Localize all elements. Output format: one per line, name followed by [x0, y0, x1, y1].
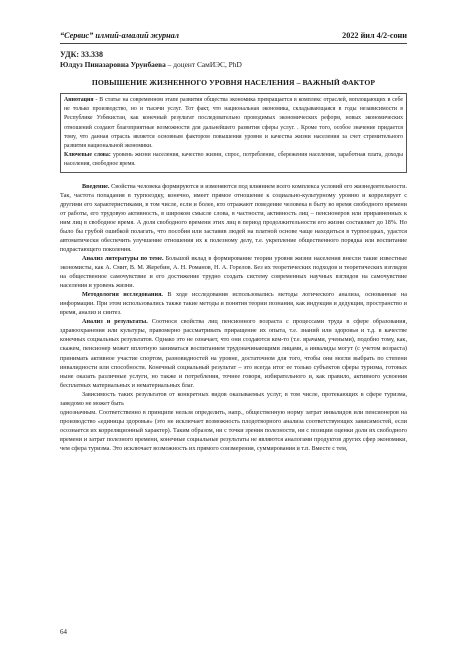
paragraph-text: Соотнося свойства лиц пенсионного возраста с процессами труда в сфере образования, здравоохранения или культуры, правомерно рассматривать приращение их опыта, т.е. знаний или здоровья и т.д. в качестве конечных социальных результатов. Однако это не означает, что они создаются кем-то (т.е. врачами, учеными), подобно тому, как, скажем, пенсионер может вплотную заниматься воспитанием трудоначинающими лицами, а инвалиды могут (с учетом возраста) принимать активное участие спортом, разновидностей на уровне, достаточном для того, чтобы они могли выбрать по степени инвалидности или способности. Конечный социальный результат – это всегда итог ее только субъектов сферы туризма, готовых ныне оказать различные услуги, но также и потребления, точнее говоря, избирательного и, как правило, активного усвоения бесплатных материальных и нематериальных благ. — [60, 318, 407, 389]
article-body — [60, 182, 407, 453]
keywords-text: уровень жизни населения, качество жизни, спрос, потребление, сбережения населения, заработная плата, доходы населения, свободное время. — [64, 152, 403, 168]
paragraph-text: Свойства человека формируются и изменяются под влиянием всего комплекса условий его жизнедеятельности. Так, частота попадания в турпоездку, конечно, имеет прямое отношение к социально-культурному уровню и коррелирует с другими его характеристиками, в том числе, если и более, кто отражают поведение человека в быту во время свободного времени от работы, его трудовую активность, в широком смысле слова, в частности, активность лиц – пенсионеров или приравненных к ним лиц в свободное время. А доля свободного времени этих лиц в период продолжительности его жизни составляет до 18%. Но было бы грубой ошибкой полагать, что пособия или заставив людей на платной основе чаще находиться в турпоездках, удастся автоматически обеспечить улучшение отношения их к полезному делу, т.е. укрепление общественного порядка или воспитание подрастающего поколения. — [60, 182, 407, 253]
paragraph-results — [60, 317, 407, 389]
paragraph-text: В ходе исследования использовались методы логического анализа, основанные на информации. При этом использовались также такие методы и понятия теории познания, как индукция и дедукция, пространство и время, анализ и синтез. — [60, 291, 408, 317]
paragraph-continuation: однозначным. Соответственно в принципе нельзя определить, напр., общественную норму затрат инвалидов или пенсионеров на производство «единицы здоровья» (это не исключает возможность плодотворного анализа соответствующих зависимостей, если осознается их корреляционный характер). Таким образом, ни с точки зрения полезности, ни с позиции оценки доли их свободного времени и затрат полезного времени, конечные социальные результаты не являются аналогами продуктов других сфер экономики, чем сфера туризма. Это исключает возможность их прямого соизмерения, суммирования и т.п. Вместе с тем, — [60, 408, 407, 452]
article-title: ПОВЫШЕНИЕ ЖИЗНЕННОГО УРОВНЯ НАСЕЛЕНИЯ – ВАЖНЫЙ ФАКТОР — [91, 78, 376, 87]
author-name: Юлдуз Пиназаровна Урунбаева — [60, 60, 166, 69]
abstract-text: - В статье на современном этапе развития общества экономика превращается в комплекс отраслей, воплощающих в себе не только производство, но и тысячи услуг. Тот факт, что национальная экономика, складывающаяся в годы независимости в Республике Узбекистан, как конечный результат последовательно проводимых экономических реформ, новых экономических отношений создают благоприятные возможности для дальнейшего развития сферы услуг. . Кроме того, особое значение придается тому, что данная отрасль является основным фактором повышения уровня и качества жизни населения за счет стремительного развития национальной экономики. — [64, 97, 403, 150]
paragraph-text: Большой вклад в формирование теории уровня жизни населения внесли такие известные экономисты, как А. Смит, В. М. Жеребин, А. Н. Романов, Н. А. Горелов. Без их теоретических подходов и теоретических взглядов на общественное самочувствие и его достижение трудно создать систему современных научных взглядов на самочувствие населения и уровень жизни. — [60, 255, 407, 290]
paragraph-methodology — [60, 290, 407, 317]
abstract-box — [60, 93, 407, 173]
section-label-literature: Анализ литературы по теме. — [82, 255, 164, 262]
section-label-introduction: Введение. — [82, 182, 110, 190]
issue-number: 2022 йил 4/2-сони — [342, 31, 407, 40]
section-label-methodology: Методология исследования. — [82, 291, 163, 299]
udk-code: УДК: 33.338 — [60, 50, 104, 59]
page-number: 64 — [60, 628, 67, 636]
paragraph-literature — [60, 254, 407, 290]
journal-name: “Сервис” илмий-амалий журнал — [60, 31, 179, 40]
paragraph-introduction — [60, 182, 407, 254]
section-label-results: Анализ и результаты. — [82, 318, 148, 326]
running-head — [60, 0, 407, 40]
author-affiliation: – доцент СамИЭС, PhD — [167, 60, 242, 69]
header-rule — [60, 43, 407, 44]
abstract-label: Аннотация — [64, 97, 94, 103]
paragraph-dependence: Зависимость таких результатов от конкретных видов оказываемых услуг, в том числе, протекающих в сфере туризма, заведомо не может быть — [60, 390, 407, 407]
author-line — [60, 60, 407, 69]
keywords-label: Ключевые слова: — [64, 152, 111, 159]
